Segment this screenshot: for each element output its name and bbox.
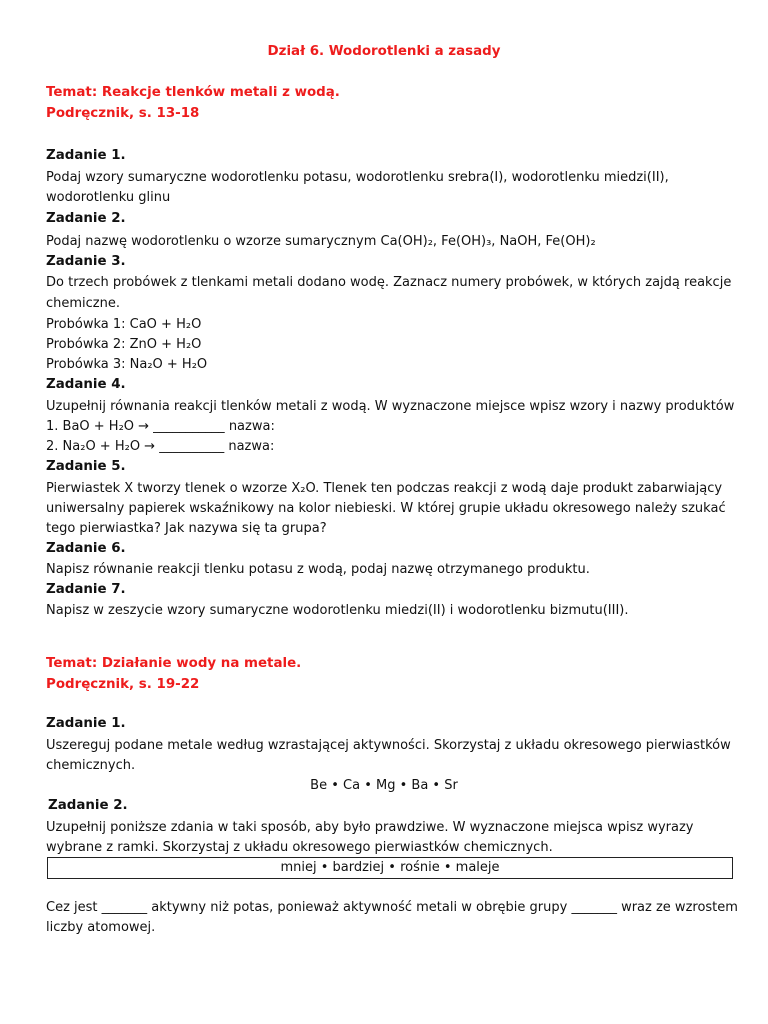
t1-task-3-line: Do trzech probówek z tlenkami metali dodano wodę. Zaznacz numery probówek, w których zajdą reakcje [46,275,732,290]
t1-task-7-line: Napisz w zeszycie wzory sumaryczne wodorotlenku miedzi(II) i wodorotlenku bizmutu(III). [46,603,629,618]
t1-task-1-line: wodorotlenku glinu [46,190,171,205]
t2-task-1-label: Zadanie 1. [46,716,126,731]
t1-task-4-line: 1. BaO + H₂O → ___________ nazwa: [46,419,275,434]
fill-in-sentence: Cez jest _______ aktywny niż potas, ponieważ aktywność metali w obrębie grupy _______ wraz ze wzrostem [46,900,738,915]
t1-task-3-label: Zadanie 3. [46,254,126,269]
t1-task-5-line: Pierwiastek X tworzy tlenek o wzorze X₂O. Tlenek ten podczas reakcji z wodą daje produkt zabarwiający [46,481,723,496]
t1-task-3-line: Probówka 1: CaO + H₂O [46,317,202,332]
t1-task-5-label: Zadanie 5. [46,459,126,474]
topic-2-textbook: Podręcznik, s. 19-22 [46,677,200,692]
t1-task-4-line: 2. Na₂O + H₂O → __________ nazwa: [46,439,275,454]
t1-task-4-line: Uzupełnij równania reakcji tlenków metali z wodą. W wyznaczone miejsce wpisz wzory i nazwy produktów [46,399,735,414]
t2-task-1-line: Uszereguj podane metale według wzrastającej aktywności. Skorzystaj z układu okresowego pierwiastków [46,738,731,753]
t2-task-1-line: chemicznych. [46,758,136,773]
t1-task-1-line: Podaj wzory sumaryczne wodorotlenku potasu, wodorotlenku srebra(I), wodorotlenku miedzi(II), [46,170,669,185]
t1-task-5-line: uniwersalny papierek wskaźnikowy na kolor niebieski. W której grupie układu okresowego należy szukać [46,501,726,516]
t1-task-1-label: Zadanie 1. [46,148,126,163]
page-title: Dział 6. Wodorotlenki a zasady [267,44,501,59]
fill-in-sentence: liczby atomowej. [46,920,156,935]
t2-task-2-label: Zadanie 2. [48,798,128,813]
t1-task-3-line: chemiczne. [46,296,121,311]
t1-task-7-label: Zadanie 7. [46,582,126,597]
t1-task-4-label: Zadanie 4. [46,377,126,392]
t2-task-2-line: Uzupełnij poniższe zdania w taki sposób, aby było prawdziwe. W wyznaczone miejsca wpisz wyrazy [46,820,694,835]
t1-task-2-label: Zadanie 2. [46,211,126,226]
t1-task-5-line: tego pierwiastka? Jak nazywa się ta grupa? [46,521,327,536]
topic-2-heading: Temat: Działanie wody na metale. [46,656,302,671]
t1-task-6-line: Napisz równanie reakcji tlenku potasu z wodą, podaj nazwę otrzymanego produktu. [46,562,590,577]
metals-list: Be • Ca • Mg • Ba • Sr [310,778,458,793]
t1-task-2-line: Podaj nazwę wodorotlenku o wzorze sumarycznym Ca(OH)₂, Fe(OH)₃, NaOH, Fe(OH)₂ [46,234,596,249]
t1-task-3-line: Probówka 3: Na₂O + H₂O [46,357,208,372]
t2-task-2-line: wybrane z ramki. Skorzystaj z układu okresowego pierwiastków chemicznych. [46,840,553,855]
topic-1-textbook: Podręcznik, s. 13-18 [46,106,200,121]
topic-1-heading: Temat: Reakcje tlenków metali z wodą. [46,85,340,100]
word-box: mniej • bardziej • rośnie • maleje [47,857,733,879]
t1-task-3-line: Probówka 2: ZnO + H₂O [46,337,202,352]
t1-task-6-label: Zadanie 6. [46,541,126,556]
